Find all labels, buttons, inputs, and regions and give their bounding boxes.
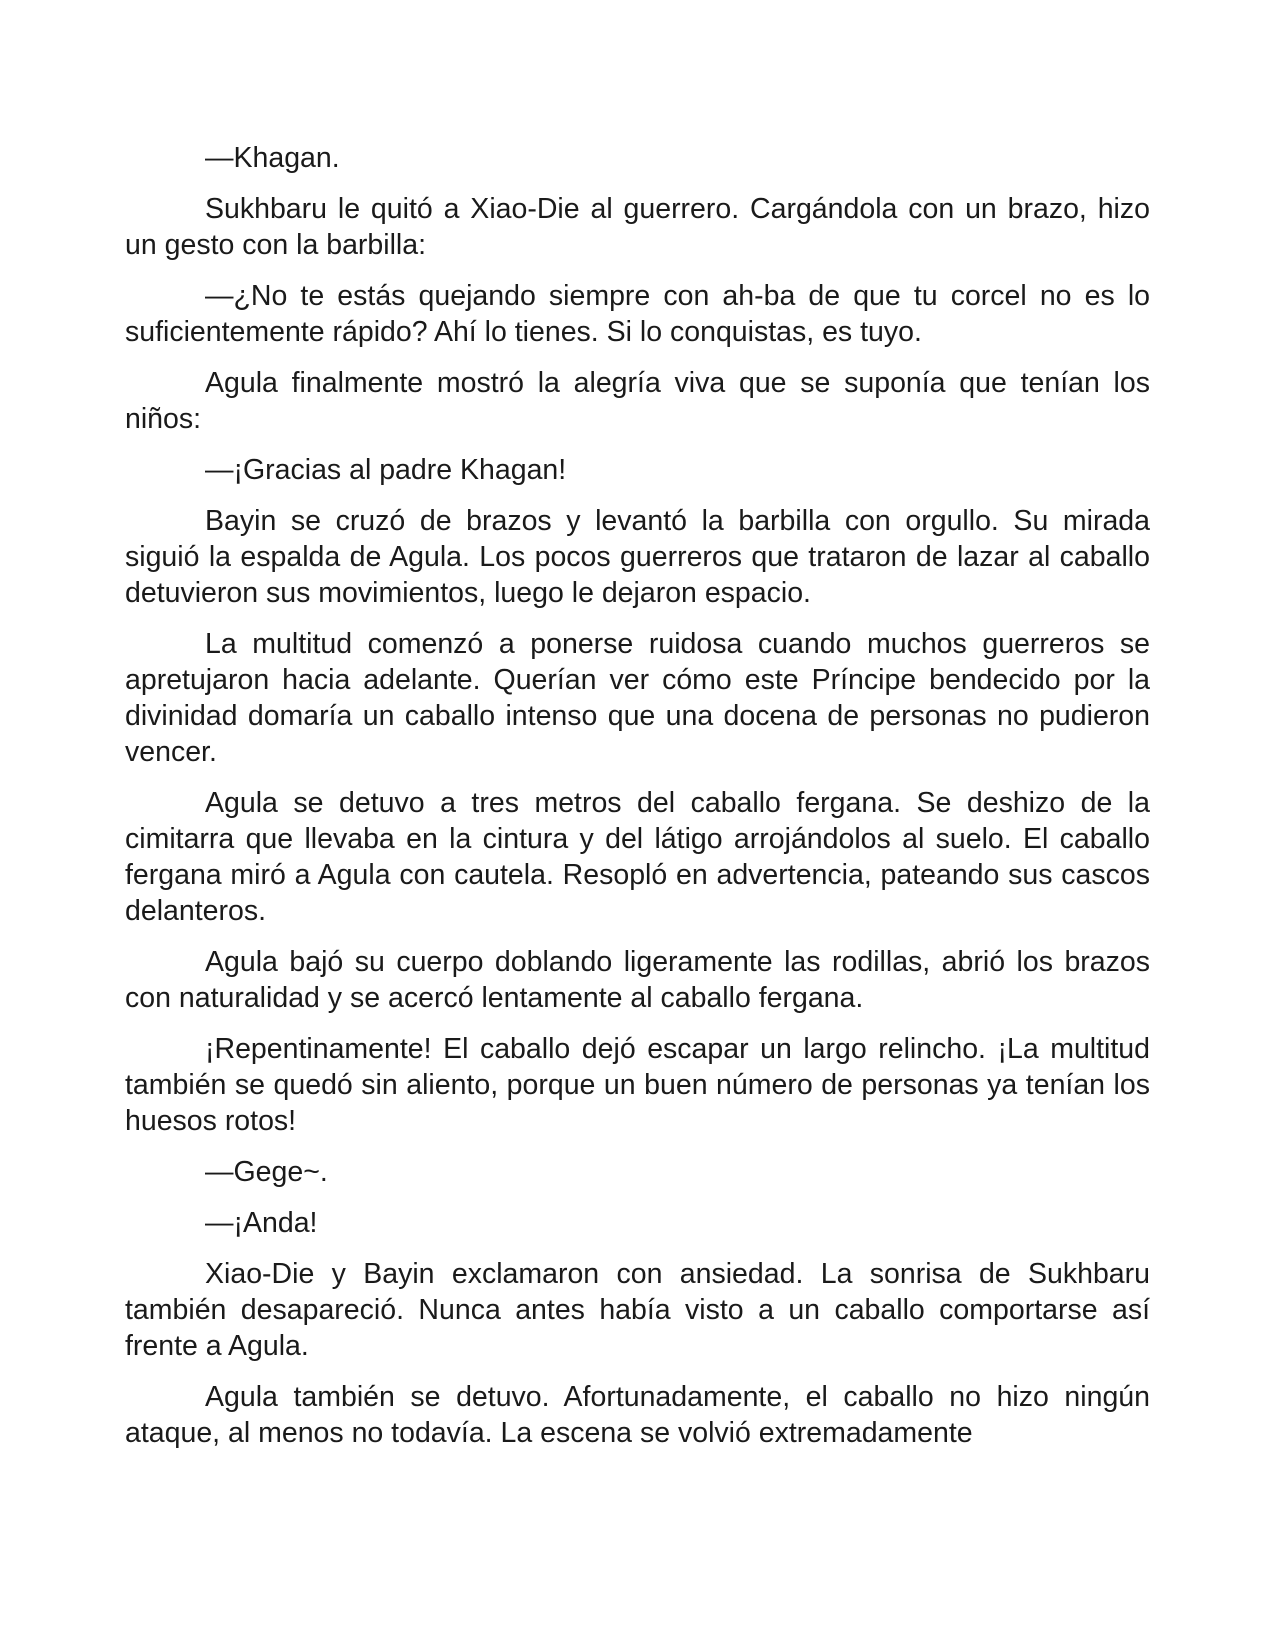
paragraph: Agula finalmente mostró la alegría viva que se suponía que tenían los niños: — [125, 367, 1150, 435]
paragraph: Agula se detuvo a tres metros del caballo fergana. Se deshizo de la cimitarra que llevaba en la cintura y del látigo arrojándolos al suelo. El caballo fergana miró a Agula con cautela. Resopló en advertencia, pateando sus cascos delanteros. — [125, 787, 1150, 927]
paragraph: ¡Repentinamente! El caballo dejó escapar un largo relincho. ¡La multitud también se quedó sin aliento, porque un buen número de personas ya tenían los huesos rotos! — [125, 1033, 1150, 1137]
paragraph: —¡Gracias al padre Khagan! — [205, 454, 567, 486]
paragraph: —Gege~. — [205, 1156, 328, 1188]
paragraph: La multitud comenzó a ponerse ruidosa cuando muchos guerreros se apretujaron hacia adelante. Querían ver cómo este Príncipe bendecido por la divinidad domaría un caballo intenso que una docena de personas no pudieron vencer. — [125, 628, 1150, 768]
paragraph: Agula también se detuvo. Afortunadamente, el caballo no hizo ningún ataque, al menos no todavía. La escena se volvió extremadamente — [125, 1381, 1150, 1449]
paragraph: —¿No te estás quejando siempre con ah-ba de que tu corcel no es lo suficientemente rápido? Ahí lo tienes. Si lo conquistas, es tuyo. — [125, 280, 1150, 348]
body-text — [125, 140, 1150, 1466]
paragraph: Sukhbaru le quitó a Xiao-Die al guerrero. Cargándola con un brazo, hizo un gesto con la barbilla: — [125, 193, 1150, 261]
paragraph: —¡Anda! — [205, 1207, 318, 1239]
paragraph: —Khagan. — [205, 142, 340, 174]
paragraph: Bayin se cruzó de brazos y levantó la barbilla con orgullo. Su mirada siguió la espalda de Agula. Los pocos guerreros que trataron de lazar al caballo detuvieron sus movimientos, luego le dejaron espacio. — [125, 505, 1150, 609]
paragraph: Agula bajó su cuerpo doblando ligeramente las rodillas, abrió los brazos con naturalidad y se acercó lentamente al caballo fergana. — [125, 946, 1150, 1014]
paragraph: Xiao-Die y Bayin exclamaron con ansiedad. La sonrisa de Sukhbaru también desapareció. Nunca antes había visto a un caballo comportarse así frente a Agula. — [125, 1258, 1150, 1362]
